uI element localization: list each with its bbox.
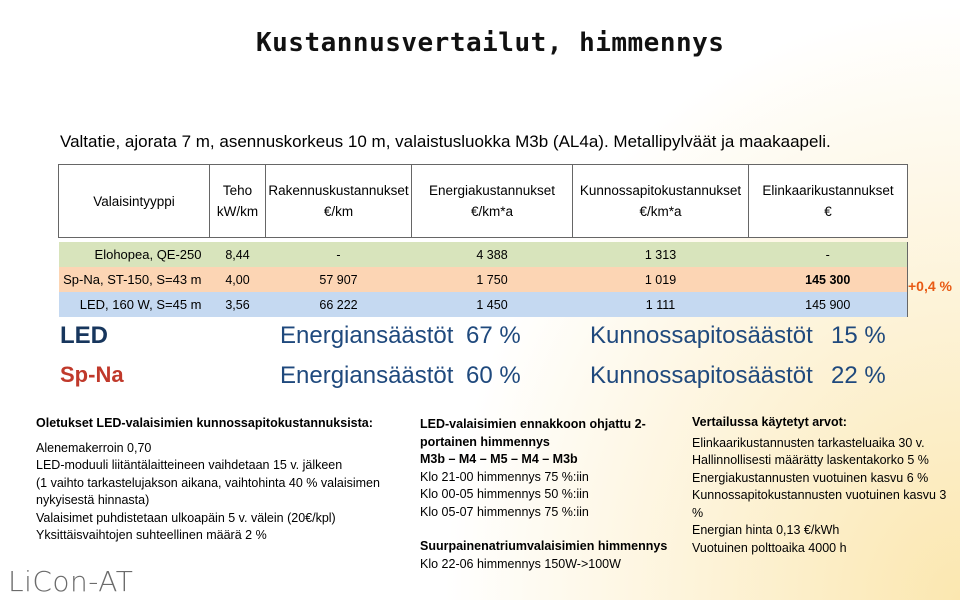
- comparison-values: [692, 414, 954, 557]
- note-line: Energiakustannusten vuotuinen kasvu 6 %: [692, 470, 929, 485]
- notes-heading: Vertailussa käytetyt arvot:: [692, 415, 847, 429]
- note-line: Hallinnollisesti määrätty laskentakorko 5 %: [692, 453, 929, 467]
- energy-savings-label: Energiansäästöt: [280, 322, 454, 349]
- note-line: Alenemakerroin 0,70: [36, 440, 152, 455]
- table-row: [59, 242, 908, 267]
- led-maintenance-assumptions: [36, 415, 396, 545]
- note-line: Klo 22-06 himmennys 150W->100W: [420, 556, 621, 571]
- notes-heading: Suurpainenatriumvalaisimien himmennys: [420, 539, 668, 553]
- table-cell: -: [266, 242, 412, 267]
- table-cell: 57 907: [266, 267, 412, 292]
- licon-at-logo: LiCon-AT: [8, 565, 134, 598]
- table-cell: 4 388: [412, 242, 573, 267]
- table-cell: 1 750: [412, 267, 573, 292]
- note-line: Yksittäisvaihtojen suhteellinen määrä 2 %: [36, 528, 267, 542]
- notes-subheading: M3b – M4 – M5 – M4 – M3b: [420, 452, 578, 466]
- row-name: Elohopea, QE-250: [59, 242, 210, 267]
- table-row: [59, 267, 908, 292]
- row-name: Sp-Na, ST-150, S=43 m: [59, 267, 210, 292]
- energy-savings-value: 67 %: [466, 322, 521, 349]
- table-header-row: [59, 165, 908, 238]
- table-cell: 145 900: [749, 292, 908, 317]
- note-line: Klo 00-05 himmennys 50 %:iin: [420, 487, 589, 501]
- led-label: LED: [60, 322, 108, 349]
- maintenance-savings-value: 22 %: [831, 362, 886, 389]
- note-line: (1 vaihto tarkastelujakson aikana, vaihtohinta 40 % valaisimen nykyisestä hinnasta): [36, 475, 380, 507]
- table-row: [59, 292, 908, 317]
- page-title: Kustannusvertailut, himmennys: [256, 28, 725, 58]
- lifecycle-delta: +0,4 %: [908, 278, 952, 294]
- table-cell: 3,56: [210, 292, 266, 317]
- dimming-notes: [420, 416, 680, 573]
- note-line: Kunnossapitokustannusten vuotuinen kasvu 3 %: [692, 488, 947, 520]
- row-name: LED, 160 W, S=45 m: [59, 292, 210, 317]
- table-cell: 145 300: [749, 267, 908, 292]
- header-cell: Kunnossapitokustannukset €/km*a: [573, 165, 749, 238]
- energy-savings-label: Energiansäästöt: [280, 362, 454, 389]
- maintenance-savings-label: Kunnossapitosäästöt: [590, 362, 813, 389]
- note-line: Elinkaarikustannusten tarkasteluaika 30 v.: [692, 435, 925, 450]
- table-cell: 8,44: [210, 242, 266, 267]
- maintenance-savings-label: Kunnossapitosäästöt: [590, 322, 813, 349]
- header-cell: Rakennuskustannukset €/km: [266, 165, 412, 238]
- table-cell: 66 222: [266, 292, 412, 317]
- table-cell: 4,00: [210, 267, 266, 292]
- energy-savings-value: 60 %: [466, 362, 521, 389]
- spna-label: Sp-Na: [60, 362, 124, 387]
- page-subtitle: Valtatie, ajorata 7 m, asennuskorkeus 10 m, valaistusluokka M3b (AL4a). Metallipylväät ja maakaapeli.: [60, 132, 831, 151]
- note-line: Valaisimet puhdistetaan ulkoapäin 5 v. välein (20€/kpl): [36, 510, 336, 525]
- header-cell: Elinkaarikustannukset €: [749, 165, 908, 238]
- note-line: LED-moduuli liitäntälaitteineen vaihdetaan 15 v. jälkeen: [36, 458, 343, 472]
- header-cell: Valaisintyyppi: [59, 165, 210, 238]
- maintenance-savings-value: 15 %: [831, 322, 886, 349]
- table-cell: 1 111: [573, 292, 749, 317]
- note-line: Klo 21-00 himmennys 75 %:iin: [420, 469, 589, 484]
- table-cell: 1 450: [412, 292, 573, 317]
- notes-heading: LED-valaisimien ennakkoon ohjattu 2-portainen himmennys: [420, 417, 646, 449]
- header-cell: Energiakustannukset €/km*a: [412, 165, 573, 238]
- note-line: Klo 05-07 himmennys 75 %:iin: [420, 504, 589, 519]
- note-line: Vuotuinen polttoaika 4000 h: [692, 540, 847, 555]
- table-cell: 1 019: [573, 267, 749, 292]
- note-line: Energian hinta 0,13 €/kWh: [692, 523, 840, 537]
- notes-heading: Oletukset LED-valaisimien kunnossapitokustannuksista:: [36, 416, 373, 430]
- header-cell: Teho kW/km: [210, 165, 266, 238]
- cost-table: [58, 164, 908, 317]
- table-cell: 1 313: [573, 242, 749, 267]
- table-cell: -: [749, 242, 908, 267]
